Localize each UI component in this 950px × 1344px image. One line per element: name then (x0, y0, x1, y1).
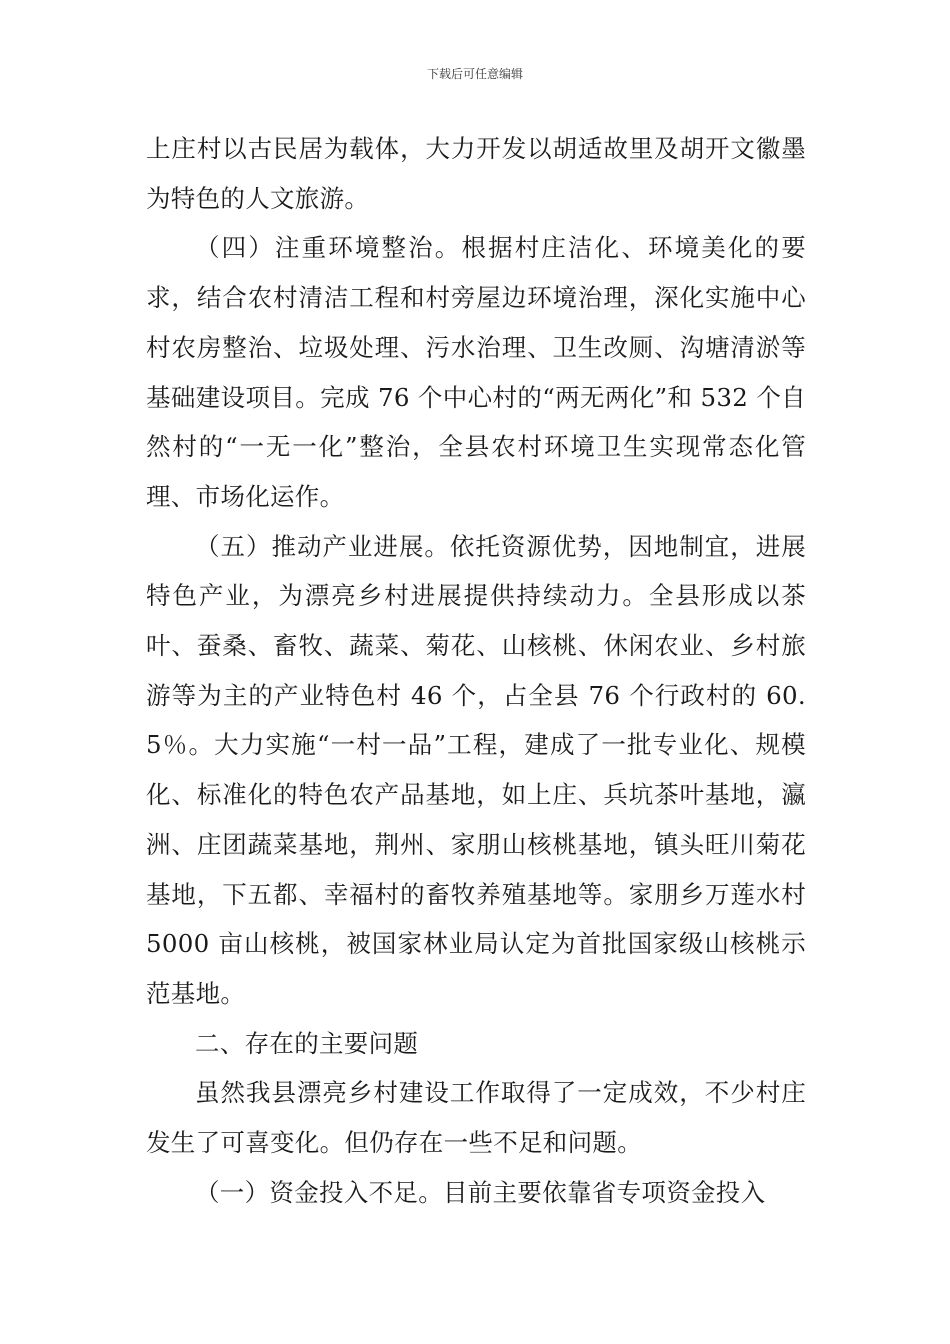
document-body (146, 124, 806, 1217)
paragraph-environment-improvement: （四）注重环境整治。根据村庄洁化、环境美化的要求，结合农村清洁工程和村旁屋边环境治理，深化实施中心村农房整治、垃圾处理、污水治理、卫生改厕、沟塘清淤等基础建设项目。完成 76 个中心村的“两无两化”和 532 个自然村的“一无一化”整治，全县农村环境卫生实现常态化管理、市场化运作。 (146, 233, 806, 511)
paragraph-continuation: 上庄村以古民居为载体，大力开发以胡适故里及胡开文徽墨为特色的人文旅游。 (146, 134, 806, 213)
section-heading-main-problems: 二、存在的主要问题 (195, 1028, 419, 1058)
paragraph-problems-summary: 虽然我县漂亮乡村建设工作取得了一定成效，不少村庄发生了可喜变化。但仍存在一些不足和问题。 (146, 1078, 806, 1158)
page-header: 下载后可任意编辑 (426, 67, 523, 81)
paragraph-funding-shortage: （一）资金投入不足。目前主要依靠省专项资金投入 (195, 1177, 766, 1207)
paragraph-industry-development: （五）推动产业进展。依托资源优势，因地制宜，进展特色产业，为漂亮乡村进展提供持续动力。全县形成以茶叶、蚕桑、畜牧、蔬菜、菊花、山核桃、休闲农业、乡村旅游等为主的产业特色村 46 个，占全县 76 个行政村的 60.5％。大力实施“一村一品”工程，建成了一批专业化、规模化、标准化的特色农产品基地，如上庄、兵坑茶叶基地，瀛洲、庄团蔬菜基地，荆州、家朋山核桃基地，镇头旺川菊花基地，下五都、幸福村的畜牧养殖基地等。家朋乡万莲水村 5000 亩山核桃，被国家林业局认定为首批国家级山核桃示范基地。 (146, 531, 806, 1008)
